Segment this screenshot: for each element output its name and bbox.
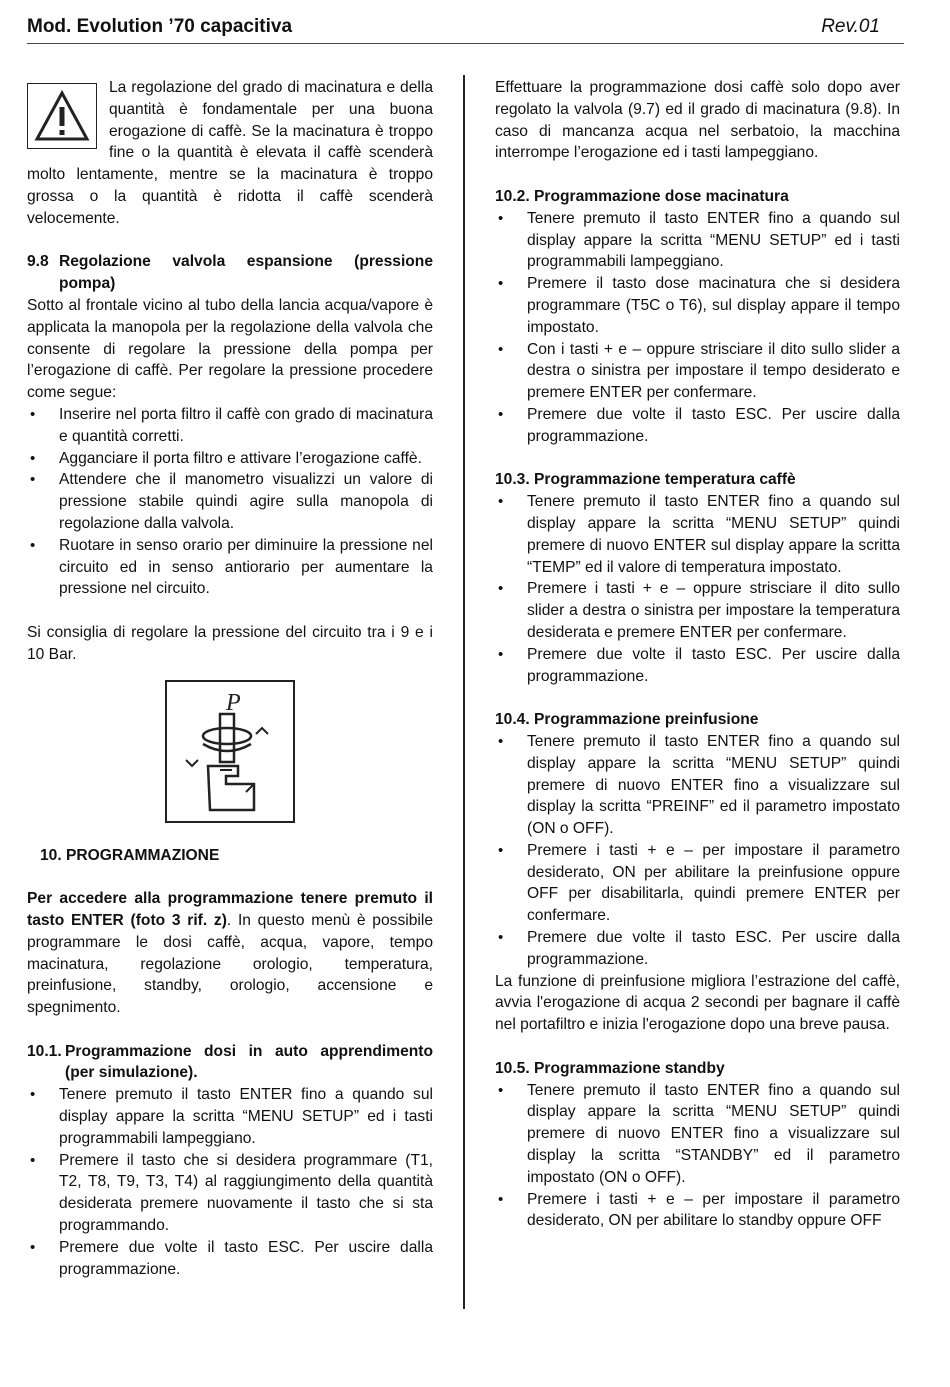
section-10-5-heading: 10.5. Programmazione standby — [495, 1059, 725, 1077]
page-header — [27, 14, 904, 44]
list-item: • Premere i tasti + e – per impostare il parametro desiderato, ON per abilitare la preinfusione oppure OFF per disabilitarla, quindi premere ENTER per confermare. — [495, 840, 900, 927]
list-item: • Premere due volte il tasto ESC. Per uscire dalla programmazione. — [495, 927, 900, 971]
list-item: • Premere i tasti + e – oppure strisciare il dito sullo slider a destra o sinistra per impostare la temperatura desiderata e premere ENTER per confermare. — [495, 578, 900, 643]
section-10-1-heading — [27, 1041, 433, 1063]
list-item: • Tenere premuto il tasto ENTER fino a quando sul display appare la scritta “MENU SETUP” ed i tasti programmabili lampeggiano. — [27, 1084, 433, 1149]
right-column — [495, 77, 900, 1232]
list-item: • Premere due volte il tasto ESC. Per uscire dalla programmazione. — [495, 644, 900, 688]
list-item: • Premere il tasto dose macinatura che si desidera programmare (T5C o T6), sul display appare il tempo impostato. — [495, 273, 900, 338]
warning-icon — [27, 83, 97, 149]
section-10-4-list — [495, 731, 900, 971]
section-10-2-list — [495, 208, 900, 448]
column-divider — [463, 75, 465, 1309]
warning-block — [27, 77, 433, 230]
section-10-4-heading: 10.4. Programmazione preinfusione — [495, 711, 759, 729]
list-item: • Con i tasti + e – oppure strisciare il dito sullo slider a destra o sinistra per impostare il tempo desiderato e premere ENTER per confermare. — [495, 339, 900, 404]
section-number: 10.1. — [27, 1042, 62, 1060]
section-10-2-heading: 10.2. Programmazione dose macinatura — [495, 187, 789, 205]
list-item: • Premere due volte il tasto ESC. Per uscire dalla programmazione. — [27, 1237, 433, 1281]
list-item: • Ruotare in senso orario per diminuire la pressione nel circuito ed in senso antiorario per aumentare la pressione nel circuito. — [27, 535, 433, 600]
list-item: • Tenere premuto il tasto ENTER fino a quando sul display appare la scritta “MENU SETUP” quindi premere di nuovo ENTER fino a visualizzare sul display la scritta “PREINF” ed il parametro impostato (ON o OFF). — [495, 731, 900, 840]
warning-text: La regolazione del grado di macinatura e della quantità è fondamentale per una buona erogazione di caffè. Se la macinatura è troppo fine o la quantità è elevata il caffè scenderà molto lentamente, mentre se la macinatura è troppo grossa o la quantità è ridotta il caffè scenderà velocemente. — [27, 79, 433, 227]
list-item: • Agganciare il porta filtro e attivare l’erogazione caffè. — [27, 448, 433, 470]
list-item: • Premere il tasto che si desidera programmare (T1, T2, T8, T9, T3, T4) al raggiungimento della quantità desiderata premere nuovamente il tasto che si sta programmando. — [27, 1150, 433, 1237]
section-9-8-list — [27, 404, 433, 600]
intro-bold: Per accedere alla programmazione tenere premuto il tasto ENTER (foto 3 rif. z) — [27, 890, 433, 929]
list-item: • Inserire nel porta filtro il caffè con grado di macinatura e quantità corretti. — [27, 404, 433, 448]
section-10-1-list — [27, 1084, 433, 1280]
pressure-symbol: P — [226, 690, 241, 717]
list-item: • Tenere premuto il tasto ENTER fino a quando sul display appare la scritta “MENU SETUP” ed i tasti programmabili lampeggiano. — [495, 208, 900, 273]
list-item: • Attendere che il manometro visualizzi un valore di pressione stabile quindi agire sulla manopola di regolazione dalla valvola. — [27, 469, 433, 534]
section-title: Programmazione dosi in auto apprendimento — [65, 1042, 433, 1060]
section-9-8-intro: Sotto al frontale vicino al tubo della lancia acqua/vapore è applicata la manopola per la regolazione della valvola che consente di regolare la pressione della pompa per l’erogazione di caffè. Per regolare la pressione procedere come segue: — [27, 296, 433, 402]
left-column — [27, 77, 433, 1280]
document-title: Mod. Evolution ’70 capacitiva — [27, 16, 293, 37]
section-9-8-heading — [27, 251, 433, 273]
section-10-heading: 10. PROGRAMMAZIONE — [40, 846, 220, 864]
revision-label: Rev.01 — [821, 16, 880, 37]
pressure-advice: Si consiglia di regolare la pressione del circuito tra i 9 e i 10 Bar. — [27, 623, 433, 663]
section-number: 9.8 — [27, 253, 49, 271]
preinfusion-note: La funzione di preinfusione migliora l’estrazione del caffè, avvia l'erogazione di acqua 2 secondi per bagnare il caffè nel portafiltro e inizia l'erogazione dopo una breve pausa. — [495, 972, 900, 1034]
list-item: • Premere due volte il tasto ESC. Per uscire dalla programmazione. — [495, 404, 900, 448]
section-title-cont: (per simulazione). — [65, 1064, 198, 1082]
section-10-intro — [27, 888, 433, 1019]
section-title-cont: pompa) — [59, 275, 116, 293]
section-10-3-heading: 10.3. Programmazione temperatura caffè — [495, 471, 796, 489]
intro-rest: . In questo menù è possibile programmare le dosi caffè, acqua, vapore, tempo macinatura, regolazione orologio, temperatura, preinfusione, standby, orologio, accensione e spegnimento. — [27, 911, 433, 1017]
section-title: Regolazione valvola espansione (pressione — [59, 253, 433, 271]
programming-intro: Effettuare la programmazione dosi caffè solo dopo aver regolato la valvola (9.7) ed il grado di macinatura (9.8). In caso di mancanza acqua nel serbatoio, la macchina interrompe l’erogazione ed i tasti lampeggiano. — [495, 79, 900, 162]
list-item: • Tenere premuto il tasto ENTER fino a quando sul display appare la scritta “MENU SETUP” quindi premere di nuovo ENTER sul display appare la scritta “TEMP” ed il valore di temperatura impostato. — [495, 491, 900, 578]
pressure-knob-figure — [165, 680, 295, 823]
list-item: • Tenere premuto il tasto ENTER fino a quando sul display appare la scritta “MENU SETUP” quindi premere di nuovo ENTER fino a visualizzare sul display la scritta “STANDBY” ed il parametro impostato (ON o OFF). — [495, 1080, 900, 1189]
section-10-5-list — [495, 1080, 900, 1233]
section-10-3-list — [495, 491, 900, 687]
list-item: • Premere i tasti + e – per impostare il parametro desiderato, ON per abilitare lo standby oppure OFF — [495, 1189, 900, 1233]
